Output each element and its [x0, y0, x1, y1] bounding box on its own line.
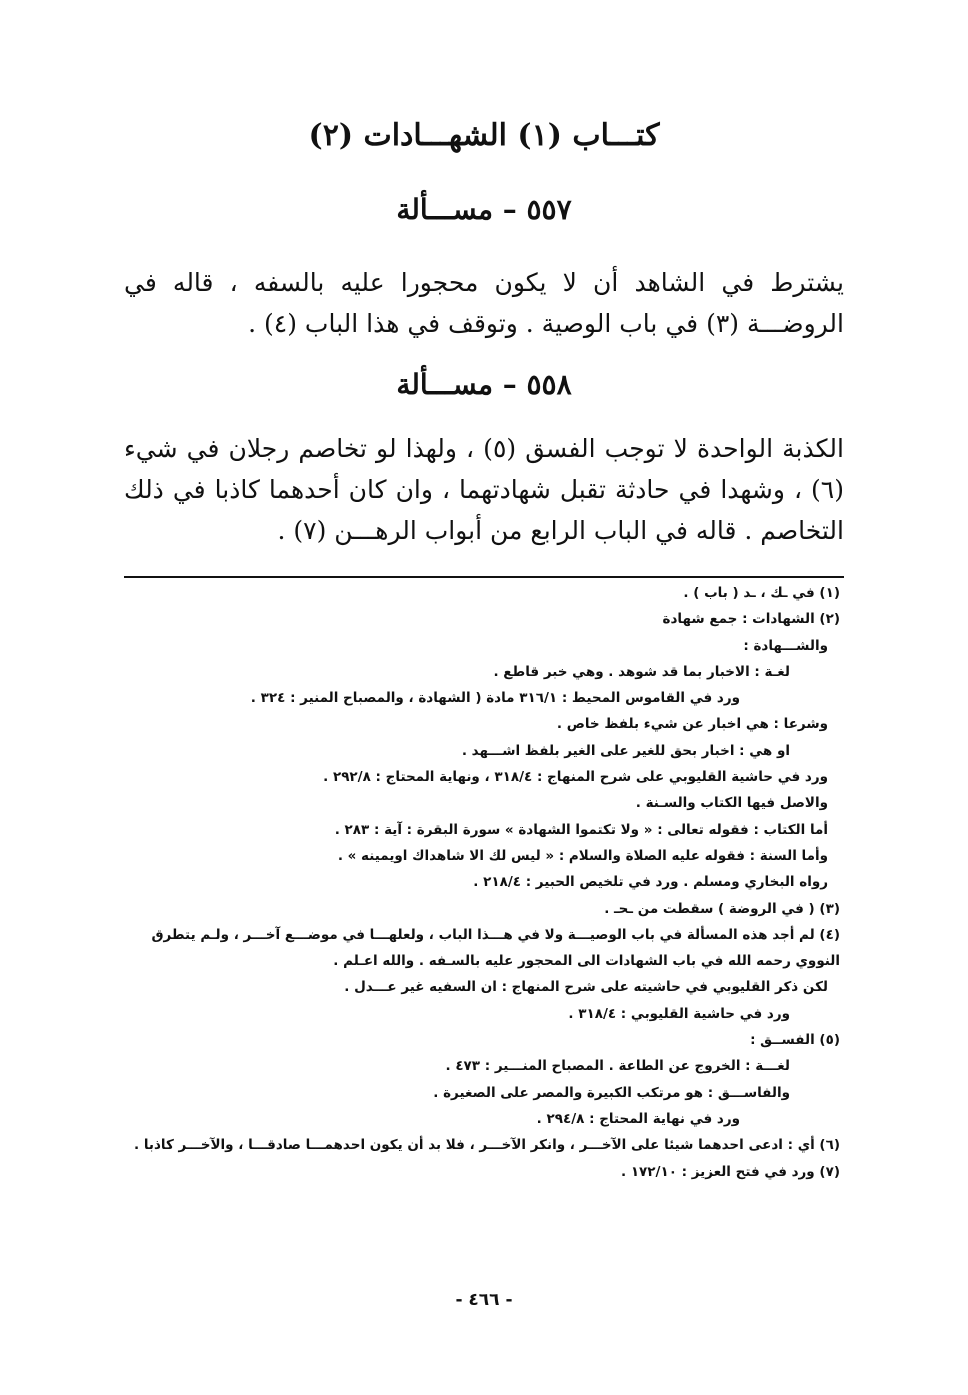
footnote-line: ورد في حاشية القليوبي : ٣١٨/٤ . [568, 1005, 790, 1022]
footnote-line: والشـــهادة : [743, 637, 828, 654]
footnote-line: لغـة : الاخبار بما قد شوهد . وهي خبر قاطع . [493, 663, 790, 680]
page-number: - ٤٦٦ - [455, 1290, 513, 1310]
footnote-line: (٧) ورد في فتح العزيز : ١٧٢/١٠ . [620, 1163, 840, 1180]
footnote-line: وأما السنة : فقوله عليه الصلاة والسلام : « ليس لك الا شاهداك اويمينه » . [337, 847, 828, 864]
footnote-line: (٦) أي : ادعى احدهما شيئا على الآخـــر ، وانكر الآخـــر ، فلا بد أن يكون احدهمـــا صادقـــا ، والآخـــر كاذبا . [134, 1137, 840, 1154]
footnote-line: (١) في ـك ، ـد ( باب ) . [683, 585, 840, 601]
issue-heading: ٥٥٨ – مســـألة [396, 368, 572, 401]
footnote-line: لغـــة : الخروج عن الطاعة . المصباح المنـــير : ٤٧٣ . [445, 1058, 790, 1075]
issue-text: الكذبة الواحدة لا توجب الفسق (٥) ، ولهذا لو تخاصم رجلان في شيء (٦) ، وشهدا في حادثة تقبل شهادتهما ، وان كان أحدهما كاذبا في ذلك التخاصم . قاله في الباب الرابع من أبواب الرهـــن (٧) . [124, 434, 844, 545]
book-title: كتـــاب (١) الشهـــادات (٢) [308, 118, 660, 153]
issue-heading: ٥٥٧ – مســـألة [396, 193, 572, 226]
footnote-line: والاصل فيها الكتاب والسـنة . [635, 795, 828, 812]
footnote-line: رواه البخاري ومسلم . ورد في تلخيص الحبير : ٢١٨/٤ . [473, 874, 828, 891]
footnote-line: او هي : اخبار بحق للغير على الغير بلفظ اشـــهد . [461, 742, 790, 759]
footnote-line: أما الكتاب : فقوله تعالى : « ولا تكتموا الشهادة » سورة البقرة : آية : ٢٨٣ . [334, 821, 828, 838]
footnote-divider [124, 576, 844, 578]
footnote-line: لكن ذكر القليوبي في حاشيته على شرح المنهاج : ان السفيه غير عـــدل . [344, 979, 828, 996]
footnote-line: ورد في نهاية المحتاج : ٢٩٤/٨ . [536, 1110, 740, 1127]
footnote-line: والفاســـق : هو مرتكب الكبيرة والمصر على الصغيرة . [433, 1084, 790, 1101]
footnote-line: ورد في القاموس المحيط : ٣١٦/١ مادة ( الشهادة ، والمصباح المنير : ٣٢٤ . [250, 690, 740, 707]
footnote-line: وشرعا : هي اخبار عن شيء بلفظ خاص . [556, 716, 828, 733]
footnote-line: ورد في حاشية القليوبي على شرح المنهاج : ٣١٨/٤ ، ونهاية المحتاج : ٢٩٢/٨ . [323, 769, 828, 786]
issue-text: يشترط في الشاهد أن لا يكون محجورا عليه بالسفه ، قاله في الروضـــة (٣) في باب الوصية . وتوقف في هذا الباب (٤) . [124, 268, 844, 338]
footnote-line: (٥) الفســق : [750, 1032, 840, 1049]
footnotes [124, 580, 840, 1185]
footnote-line: (٢) الشهادات : جمع شهادة [662, 611, 840, 628]
footnote-line: (٣) ( في الروضة ) سقطت من ـحـ . [604, 900, 840, 917]
footnote-line: (٤) لم أجد هذه المسألة في باب الوصيـــة ولا في هـــذا الباب ، ولعلهـــا في موضـــع آخـــر ، ولـم يتطرق النووي رحمه الله في باب الشهادات الى المحجور عليه بالسـفه . والله اعـلم . [151, 926, 840, 970]
